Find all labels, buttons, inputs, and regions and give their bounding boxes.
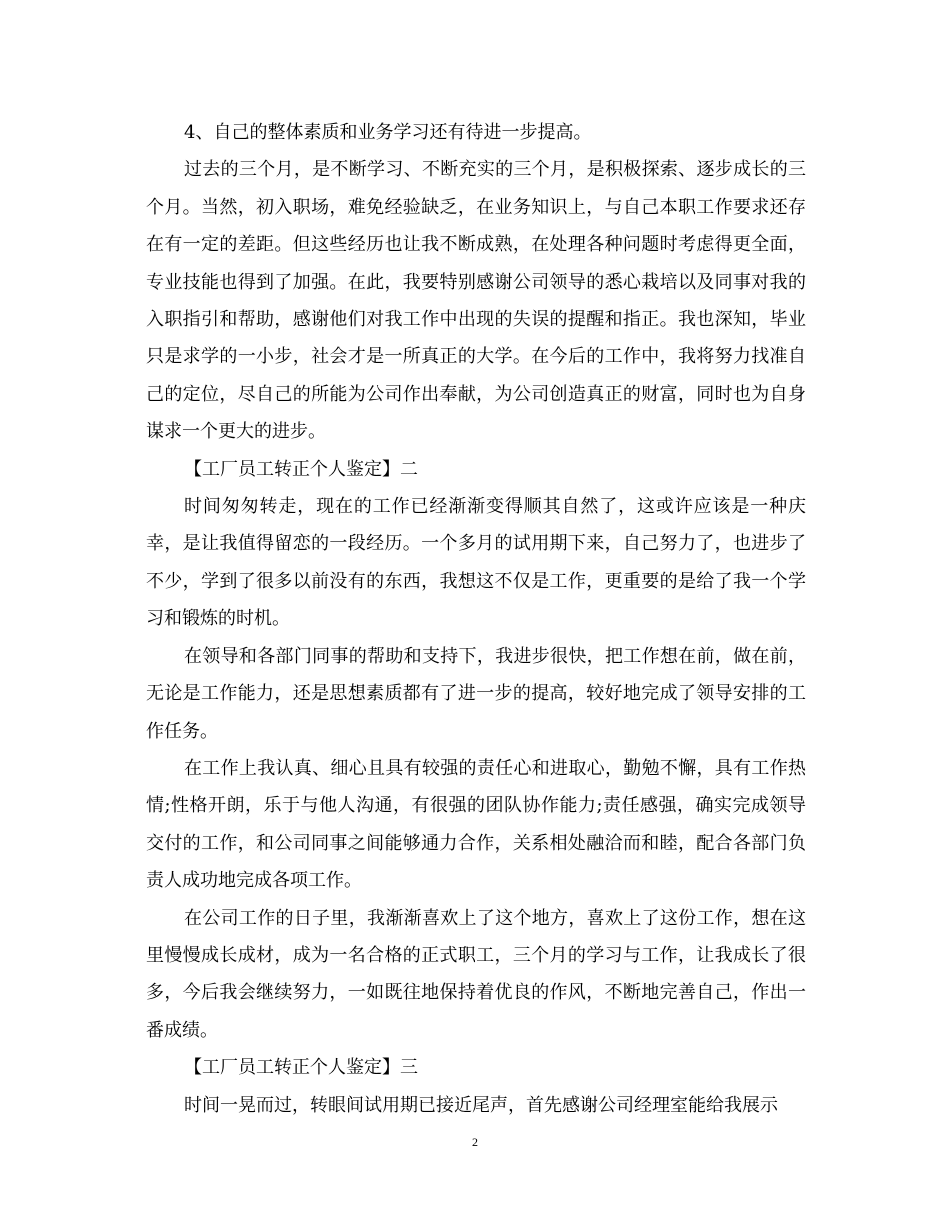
page-number: 2 — [472, 1135, 478, 1149]
paragraph-item-4-quality: 4、自己的整体素质和业务学习还有待进一步提高。 — [184, 122, 592, 143]
section-heading-three: 【工厂员工转正个人鉴定】三 — [184, 1057, 418, 1079]
paragraph-work-attitude: 在工作上我认真、细心且具有较强的责任心和进取心，勤勉不懈，具有工作热情;性格开朗，乐于与他人沟通，有很强的团队协作能力;责任感强，确实完成领导交付的工作，和公司同事之间能够通力合作，关系相处融洽而和睦，配合各部门负责人成功地完成各项工作。 — [146, 757, 806, 892]
paragraph-time-passes: 时间匆匆转走，现在的工作已经渐渐变得顺其自然了，这或许应该是一种庆幸，是让我值得留恋的一段经历。一个多月的试用期下来，自己努力了，也进步了不少，学到了很多以前没有的东西，我想这不仅是工作，更重要的是给了我一个学习和锻炼的时机。 — [146, 496, 806, 630]
paragraph-leadership-support: 在领导和各部门同事的帮助和支持下，我进步很快，把工作想在前，做在前，无论是工作能力，还是思想素质都有了进一步的提高，较好地完成了领导安排的工作任务。 — [146, 645, 806, 742]
paragraph-probation-ending: 时间一晃而过，转眼间试用期已接近尾声，首先感谢公司经理室能给我展示 — [184, 1094, 778, 1116]
paragraph-three-months-summary: 过去的三个月，是不断学习、不断充实的三个月，是积极探索、逐步成长的三个月。当然，初入职场，难免经验缺乏，在业务知识上，与自己本职工作要求还存在有一定的差距。但这些经历也让我不断成熟，在处理各种问题时考虑得更全面，专业技能也得到了加强。在此，我要特别感谢公司领导的悉心栽培以及同事对我的入职指引和帮助，感谢他们对我工作中出现的失误的提醒和指正。我也深知，毕业只是求学的一小步，社会才是一所真正的大学。在今后的工作中，我将努力找准自己的定位，尽自己的所能为公司作出奉献，为公司创造真正的财富，同时也为自身谋求一个更大的进步。 — [146, 159, 806, 443]
document-body — [146, 114, 806, 1124]
paragraph-company-days: 在公司工作的日子里，我渐渐喜欢上了这个地方，喜欢上了这份工作，想在这里慢慢成长成材，成为一名合格的正式职工，三个月的学习与工作，让我成长了很多，今后我会继续努力，一如既往地保持着优良的作风，不断地完善自己，作出一番成绩。 — [146, 907, 806, 1041]
section-heading-two: 【工厂员工转正个人鉴定】二 — [184, 458, 418, 480]
